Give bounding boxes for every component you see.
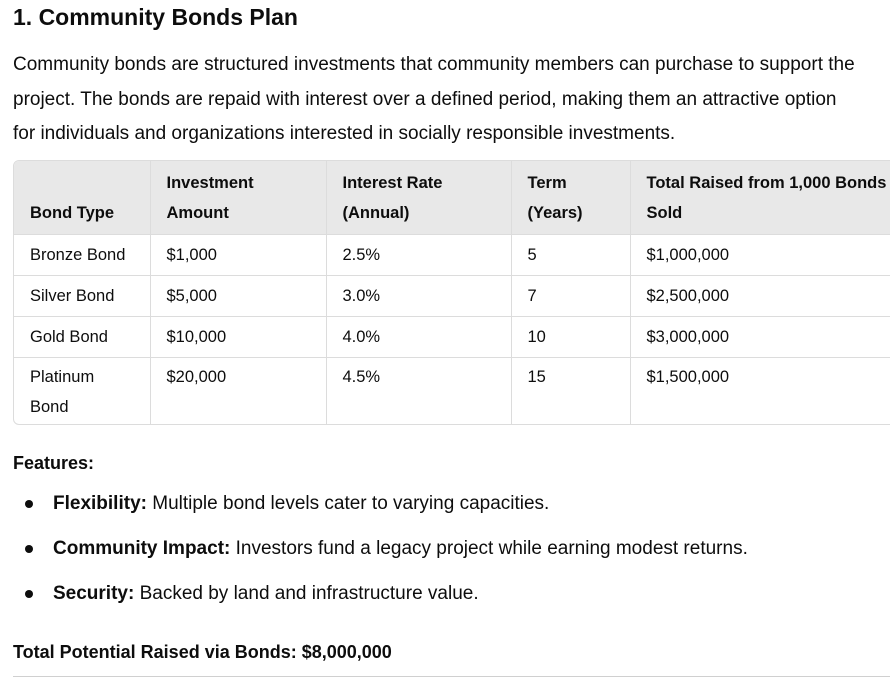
cell-rate: 4.0%: [326, 317, 511, 358]
cell-bond-type: Silver Bond: [14, 276, 150, 317]
cell-bond-type: Platinum Bond: [14, 358, 150, 426]
intro-line: Community bonds are structured investments that community members can purchase to support the: [13, 54, 855, 75]
cell-investment: $20,000: [150, 358, 326, 426]
table-row: [14, 235, 890, 276]
cell-rate: 3.0%: [326, 276, 511, 317]
bullet-icon: [25, 545, 33, 553]
table-header-row: [14, 161, 890, 235]
section-heading: 1. Community Bonds Plan: [13, 4, 298, 30]
cell-term: 10: [511, 317, 630, 358]
header-total-raised: Total Raised from 1,000 Bonds Sold: [630, 161, 890, 235]
cell-term: 7: [511, 276, 630, 317]
divider: [13, 676, 890, 677]
intro-paragraph: [13, 48, 890, 152]
feature-text: Backed by land and infrastructure value.: [134, 583, 479, 604]
cell-term: 5: [511, 235, 630, 276]
intro-line: for individuals and organizations interested in socially responsible investments.: [13, 123, 676, 144]
cell-investment: $1,000: [150, 235, 326, 276]
cell-total: $1,500,000: [630, 358, 890, 426]
bonds-table-container: [13, 160, 890, 425]
cell-bond-type: Bronze Bond: [14, 235, 150, 276]
intro-line: project. The bonds are repaid with interest over a defined period, making them an attractive option: [13, 88, 837, 110]
cell-rate: 4.5%: [326, 358, 511, 426]
header-investment-amount: Investment Amount: [150, 161, 326, 235]
cell-investment: $10,000: [150, 317, 326, 358]
bonds-table: [14, 161, 890, 425]
table-row: [14, 317, 890, 358]
header-interest-rate: Interest Rate (Annual): [326, 161, 511, 235]
cell-term: 15: [511, 358, 630, 426]
feature-text: Multiple bond levels cater to varying capacities.: [146, 493, 550, 514]
cell-rate: 2.5%: [326, 235, 511, 276]
list-item: [13, 490, 748, 535]
feature-label: Community Impact:: [53, 538, 231, 559]
total-raised: Total Potential Raised via Bonds: $8,000,000: [13, 642, 392, 662]
features-heading: Features:: [13, 453, 95, 473]
features-list: [13, 490, 748, 625]
list-item: [13, 580, 748, 625]
header-bond-type: Bond Type: [30, 204, 115, 222]
header-term: Term (Years): [511, 161, 630, 235]
feature-label: Flexibility:: [53, 493, 147, 514]
feature-text: Investors fund a legacy project while earning modest returns.: [230, 538, 748, 559]
list-item: [13, 535, 748, 580]
table-row: [14, 276, 890, 317]
cell-total: $3,000,000: [630, 317, 890, 358]
feature-label: Security:: [53, 583, 135, 604]
bullet-icon: [25, 590, 33, 598]
cell-total: $1,000,000: [630, 235, 890, 276]
bullet-icon: [25, 500, 33, 508]
cell-total: $2,500,000: [630, 276, 890, 317]
cell-investment: $5,000: [150, 276, 326, 317]
cell-bond-type: Gold Bond: [14, 317, 150, 358]
table-row: [14, 358, 890, 426]
